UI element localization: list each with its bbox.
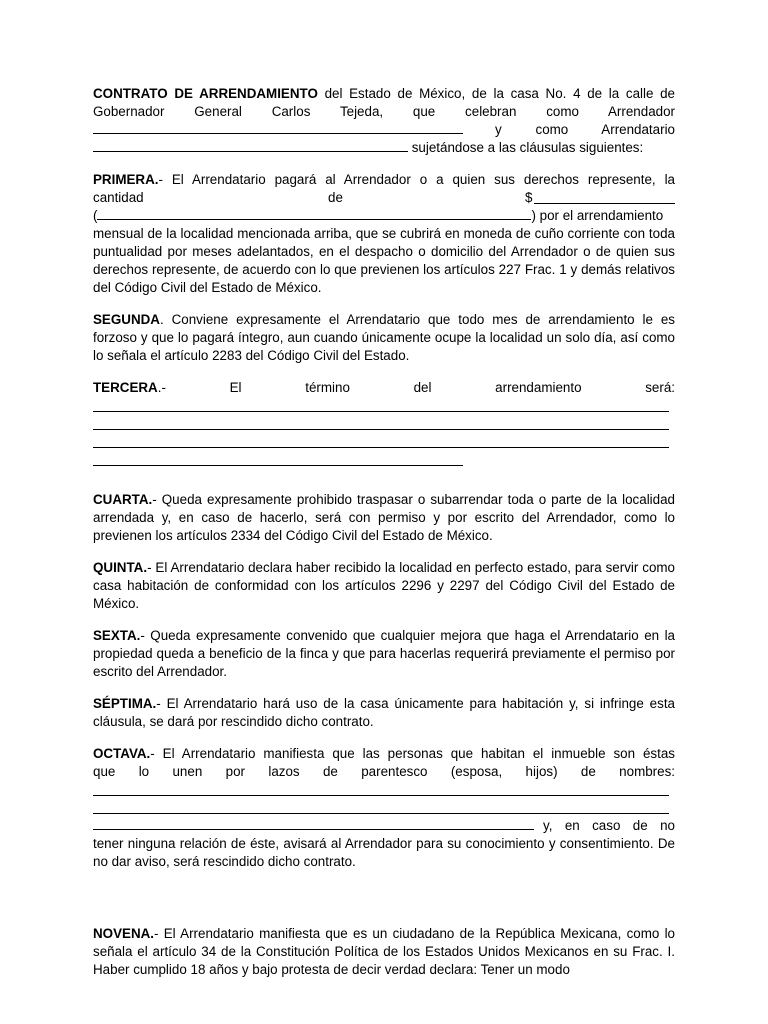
octava-line-1-text: - El Arrendatario manifiesta que las personas que habitan el inmueble son éstas xyxy=(150,746,675,761)
clause-primera xyxy=(93,171,675,297)
tercera-blank-3[interactable] xyxy=(93,433,669,451)
primera-heading: PRIMERA. xyxy=(93,172,159,187)
octava-heading: OCTAVA. xyxy=(93,746,151,761)
primera-cantidad-label: cantidad xyxy=(93,190,144,205)
clause-segunda xyxy=(93,311,675,365)
amount-words-blank[interactable] xyxy=(97,207,531,220)
sexta-body: - Queda expresamente convenido que cualquier mejora que haga el Arrendatario en la propiedad queda a beneficio de la finca y que para hacerlas requerirá previamente el permiso por escrito del Arrendador. xyxy=(93,628,675,679)
amount-blank[interactable] xyxy=(534,191,675,204)
quinta-heading: QUINTA. xyxy=(93,560,148,575)
primera-paren-open: ( xyxy=(93,208,98,223)
clause-novena xyxy=(93,925,675,979)
octava-blank-1[interactable] xyxy=(93,781,669,799)
intro-line-3 xyxy=(93,121,675,139)
tercera-blank-1[interactable] xyxy=(93,397,669,415)
intro-line-4-text: sujetándose a las cláusulas siguientes: xyxy=(408,140,644,155)
intro-line-1 xyxy=(93,85,675,103)
arrendador-blank[interactable] xyxy=(93,121,463,134)
contract-page xyxy=(93,85,675,993)
cuarta-heading: CUARTA. xyxy=(93,492,153,507)
primera-body: mensual de la localidad mencionada arriba, que se cubrirá en moneda de cuño corriente con toda puntualidad por meses adelantados, en el despacho o domicilio del Arrendador o de quien sus derechos represente, de acuerdo con lo que previenen los artículos 227 Frac. 1 y demás relativos del Código Civil del Estado de México. xyxy=(93,226,675,295)
intro-paragraph xyxy=(93,85,675,157)
intro-line-4 xyxy=(93,139,675,157)
octava-blank-2[interactable] xyxy=(93,799,669,817)
tercera-line-1-text: .- El término del arrendamiento será: xyxy=(157,380,675,395)
novena-heading: NOVENA. xyxy=(93,926,155,941)
tercera-blank-2[interactable] xyxy=(93,415,669,433)
quinta-body: - El Arrendatario declara haber recibido la localidad en perfecto estado, para servir como casa habitación de conformidad con los artículos 2296 y 2297 del Código Civil del Estado de México. xyxy=(93,560,675,611)
octava-line-1 xyxy=(93,745,675,763)
octava-blank-3[interactable] xyxy=(93,817,534,830)
segunda-heading: SEGUNDA xyxy=(93,312,160,327)
primera-line-2 xyxy=(93,189,675,207)
septima-body: - El Arrendatario hará uso de la casa únicamente para habitación y, si infringe esta cláusula, se dará por rescindido dicho contrato. xyxy=(93,696,675,729)
clause-cuarta xyxy=(93,491,675,545)
intro-line-3-text: y como Arrendatario xyxy=(495,122,675,137)
intro-line-1-text: del Estado de México, de la casa No. 4 de la calle de xyxy=(317,86,675,101)
cuarta-body: - Queda expresamente prohibido traspasar o subarrendar toda o parte de la localidad arrendada y, en caso de hacerlo, será con permiso y por escrito del Arrendador, como lo previenen los artículos 2334 del Código Civil del Estado de México. xyxy=(93,492,675,543)
octava-body: tener ninguna relación de éste, avisará al Arrendador para su conocimiento y consentimiento. De no dar aviso, será rescindido dicho contrato. xyxy=(93,836,675,869)
clause-tercera xyxy=(93,379,675,469)
novena-body: - El Arrendatario manifiesta que es un ciudadano de la República Mexicana, como lo señala el artículo 34 de la Constitución Política de los Estados Unidos Mexicanos en su Frac. I. Haber cumplido 18 años y bajo protesta de decir verdad declara: Tener un modo xyxy=(93,926,675,977)
clause-quinta xyxy=(93,559,675,613)
contract-title: CONTRATO DE ARRENDAMIENTO xyxy=(93,86,318,101)
clause-sexta xyxy=(93,627,675,681)
primera-line-3 xyxy=(93,207,675,225)
clause-octava xyxy=(93,745,675,871)
septima-heading: SÉPTIMA. xyxy=(93,696,157,711)
octava-line-5-text: y, en caso de no xyxy=(543,818,675,833)
sexta-heading: SEXTA. xyxy=(93,628,141,643)
primera-line-1-text: - El Arrendatario pagará al Arrendador o a quien sus derechos represente, la xyxy=(158,172,675,187)
spacer xyxy=(93,885,675,925)
tercera-line-1 xyxy=(93,379,675,397)
octava-line-2: que lo unen por lazos de parentesco (esposa, hijos) de nombres: xyxy=(93,764,675,779)
tercera-heading: TERCERA xyxy=(93,380,158,395)
segunda-body: . Conviene expresamente el Arrendatario que todo mes de arrendamiento le es forzoso y que lo pagará íntegro, aun cuando únicamente ocupe la localidad un solo día, así como lo señala el artículo 2283 del Código Civil del Estado. xyxy=(93,312,675,363)
octava-line-5 xyxy=(93,817,675,835)
primera-dollar-sign: $ xyxy=(525,190,533,205)
primera-de-label: de xyxy=(328,190,343,205)
primera-line-1 xyxy=(93,171,675,189)
clause-septima xyxy=(93,695,675,731)
arrendatario-blank[interactable] xyxy=(93,139,408,152)
tercera-blank-4[interactable] xyxy=(93,451,463,469)
intro-line-2: Gobernador General Carlos Tejeda, que celebran como Arrendador xyxy=(93,104,675,119)
primera-line-3-text: ) por el arrendamiento xyxy=(531,208,664,223)
